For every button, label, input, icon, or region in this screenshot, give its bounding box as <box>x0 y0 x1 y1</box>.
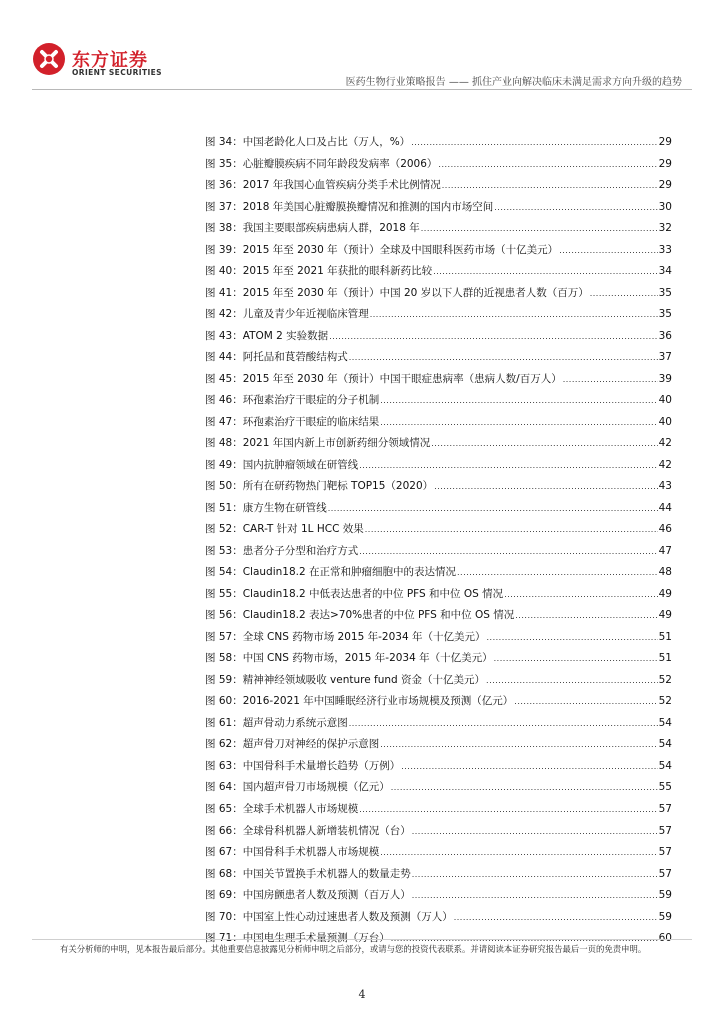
toc-entry[interactable] <box>205 907 672 929</box>
toc-leader-dots <box>365 519 658 541</box>
toc-leader-dots <box>442 175 658 197</box>
toc-entry-label: 图 64：国内超声骨刀市场规模（亿元） <box>205 781 390 794</box>
toc-leader-dots <box>494 197 657 219</box>
toc-leader-dots <box>359 541 657 563</box>
toc-entry-page: 59 <box>658 889 672 902</box>
toc-entry-page: 54 <box>658 738 672 751</box>
toc-entry-label: 图 53：患者分子分型和治疗方式 <box>205 544 359 557</box>
toc-leader-dots <box>433 261 657 283</box>
brand-name-cn: 东方证券 <box>72 50 148 71</box>
toc-entry[interactable] <box>205 842 672 864</box>
toc-entry[interactable] <box>205 240 672 262</box>
toc-entry[interactable] <box>205 154 672 176</box>
toc-leader-dots <box>349 713 658 735</box>
toc-entry-page: 57 <box>658 867 672 880</box>
toc-leader-dots <box>380 390 657 412</box>
toc-entry[interactable] <box>205 627 672 649</box>
toc-entry-page: 33 <box>658 243 672 256</box>
toc-leader-dots <box>412 864 658 886</box>
toc-entry-page: 40 <box>658 415 672 428</box>
toc-leader-dots <box>438 154 657 176</box>
toc-entry[interactable] <box>205 864 672 886</box>
toc-leader-dots <box>431 433 657 455</box>
toc-entry-label: 图 71：中国电生理手术量预测（万台） <box>205 932 390 945</box>
toc-entry-page: 49 <box>658 609 672 622</box>
report-title: 医药生物行业策略报告 —— 抓住产业向解决临床未满足需求方向升级的趋势 <box>345 77 682 88</box>
toc-leader-dots <box>434 476 657 498</box>
toc-leader-dots <box>412 885 658 907</box>
toc-entry[interactable] <box>205 584 672 606</box>
toc-entry[interactable] <box>205 562 672 584</box>
toc-entry-page: 52 <box>658 695 672 708</box>
page-number: 4 <box>358 988 366 1001</box>
toc-entry-label: 图 41：2015 年至 2030 年（预计）中国 20 岁以下人群的近视患者人数（百万） <box>205 286 589 299</box>
toc-entry-page: 32 <box>658 222 672 235</box>
toc-entry[interactable] <box>205 347 672 369</box>
toc-entry-page: 42 <box>658 458 672 471</box>
toc-entry-label: 图 44：阿托品和茛菪酸结构式 <box>205 351 348 364</box>
toc-entry-label: 图 58：中国 CNS 药物市场，2015 年-2034 年（十亿美元） <box>205 652 493 665</box>
toc-leader-dots <box>349 347 658 369</box>
toc-entry-page: 60 <box>658 932 672 945</box>
toc-entry-page: 52 <box>658 673 672 686</box>
toc-entry[interactable] <box>205 713 672 735</box>
toc-entry-page: 47 <box>658 544 672 557</box>
toc-leader-dots <box>370 304 658 326</box>
toc-entry-label: 图 65：全球手术机器人市场规模 <box>205 802 359 815</box>
toc-entry-page: 51 <box>658 630 672 643</box>
toc-entry-label: 图 34：中国老龄化人口及占比（万人，%） <box>205 136 411 148</box>
toc-leader-dots <box>454 907 658 929</box>
toc-leader-dots <box>486 670 658 692</box>
toc-entry-page: 39 <box>658 372 672 385</box>
toc-entry-label: 图 38：我国主要眼部疾病患病人群，2018 年 <box>205 222 420 235</box>
toc-leader-dots <box>401 756 657 778</box>
toc-entry-page: 57 <box>658 824 672 837</box>
toc-entry-page: 30 <box>658 200 672 213</box>
toc-entry[interactable] <box>205 175 672 197</box>
toc-entry-label: 图 40：2015 年至 2021 年获批的眼科新药比较 <box>205 265 433 278</box>
toc-entry[interactable] <box>205 605 672 627</box>
toc-entry-label: 图 56：Claudin18.2 表达>70%患者的中位 PFS 和中位 OS 情况 <box>205 609 515 622</box>
toc-leader-dots <box>380 842 657 864</box>
toc-leader-dots <box>328 498 658 520</box>
toc-entry[interactable] <box>205 455 672 477</box>
toc-entry[interactable] <box>205 756 672 778</box>
toc-leader-dots <box>359 455 657 477</box>
toc-leader-dots <box>559 240 657 262</box>
toc-entry-label: 图 50：所有在研药物热门靶标 TOP15（2020） <box>205 480 434 493</box>
toc-entry-page: 34 <box>658 265 672 278</box>
toc-leader-dots <box>391 777 658 799</box>
toc-leader-dots <box>359 799 657 821</box>
toc-entry-label: 图 57：全球 CNS 药物市场 2015 年-2034 年（十亿美元） <box>205 630 486 643</box>
footer-disclaimer: 有关分析师的申明，见本报告最后部分。其他重要信息披露见分析师申明之后部分，或请与您的投资代表联系。并请阅读本证券研究报告最后一页的免责申明。 <box>60 944 647 954</box>
toc-entry[interactable] <box>205 433 672 455</box>
toc-entry[interactable] <box>205 734 672 756</box>
toc-entry-label: 图 70：中国室上性心动过速患者人数及预测（万人） <box>205 910 453 923</box>
toc-entry-label: 图 59：精神神经领域吸收 venture fund 资金（十亿美元） <box>205 673 486 686</box>
toc-entry-label: 图 63：中国骨科手术量增长趋势（万例） <box>205 759 401 772</box>
toc-entry[interactable] <box>205 283 672 305</box>
toc-entry-page: 49 <box>658 587 672 600</box>
toc-entry-page: 35 <box>658 286 672 299</box>
toc-entry-page: 29 <box>658 136 672 148</box>
toc-entry[interactable] <box>205 541 672 563</box>
toc-entry-page: 29 <box>658 179 672 192</box>
brand-logo <box>32 42 172 86</box>
toc-entry-label: 图 52：CAR-T 针对 1L HCC 效果 <box>205 523 364 536</box>
toc-entry-label: 图 61：超声骨动力系统示意图 <box>205 716 348 729</box>
toc-entry[interactable] <box>205 412 672 434</box>
toc-entry-page: 42 <box>658 437 672 450</box>
toc-entry[interactable] <box>205 261 672 283</box>
toc-entry[interactable] <box>205 390 672 412</box>
toc-entry[interactable] <box>205 304 672 326</box>
toc-entry-page: 36 <box>658 329 672 342</box>
toc-entry-label: 图 36：2017 年我国心血管疾病分类手术比例情况 <box>205 179 441 192</box>
toc-entry[interactable] <box>205 519 672 541</box>
toc-leader-dots <box>486 627 657 649</box>
toc-entry-label: 图 39：2015 年至 2030 年（预计）全球及中国眼科医药市场（十亿美元） <box>205 243 559 256</box>
toc-leader-dots <box>515 605 657 627</box>
toc-entry[interactable] <box>205 326 672 348</box>
orient-securities-logo-icon <box>32 42 66 76</box>
toc-entry[interactable] <box>205 132 672 154</box>
toc-leader-dots <box>412 821 658 843</box>
toc-entry-label: 图 51：康方生物在研管线 <box>205 501 327 514</box>
footer-divider <box>32 939 692 940</box>
toc-entry-page: 35 <box>658 308 672 321</box>
toc-entry-page: 37 <box>658 351 672 364</box>
toc-entry-page: 48 <box>658 566 672 579</box>
toc-entry-label: 图 69：中国房颤患者人数及预测（百万人） <box>205 889 411 902</box>
figure-list <box>205 132 672 950</box>
toc-leader-dots <box>421 218 658 240</box>
toc-entry-page: 43 <box>658 480 672 493</box>
toc-leader-dots <box>457 562 658 584</box>
toc-entry[interactable] <box>205 197 672 219</box>
toc-entry[interactable] <box>205 476 672 498</box>
toc-entry-page: 46 <box>658 523 672 536</box>
toc-entry-page: 44 <box>658 501 672 514</box>
toc-entry-page: 57 <box>658 846 672 859</box>
toc-entry-page: 55 <box>658 781 672 794</box>
toc-entry[interactable] <box>205 691 672 713</box>
toc-entry-label: 图 60：2016-2021 年中国睡眠经济行业市场规模及预测（亿元） <box>205 695 514 708</box>
toc-entry-label: 图 35：心脏瓣膜疾病不同年龄段发病率（2006） <box>205 157 438 170</box>
toc-entry-label: 图 48：2021 年国内新上市创新药细分领域情况 <box>205 437 431 450</box>
toc-leader-dots <box>563 369 658 391</box>
toc-entry-label: 图 68：中国关节置换手术机器人的数量走势 <box>205 867 411 880</box>
toc-entry-label: 图 42：儿童及青少年近视临床管理 <box>205 308 369 321</box>
toc-entry-label: 图 66：全球骨科机器人新增装机情况（台） <box>205 824 411 837</box>
toc-entry-label: 图 46：环孢素治疗干眼症的分子机制 <box>205 394 380 407</box>
toc-entry[interactable] <box>205 885 672 907</box>
toc-leader-dots <box>590 283 658 305</box>
toc-entry-label: 图 67：中国骨科手术机器人市场规模 <box>205 846 380 859</box>
toc-entry-page: 51 <box>658 652 672 665</box>
toc-leader-dots <box>329 326 657 348</box>
toc-entry-page: 57 <box>658 802 672 815</box>
toc-entry[interactable] <box>205 777 672 799</box>
toc-leader-dots <box>494 648 658 670</box>
toc-entry-label: 图 37：2018 年美国心脏瓣膜换瓣情况和推测的国内市场空间 <box>205 200 494 213</box>
toc-entry-label: 图 55：Claudin18.2 中低表达患者的中位 PFS 和中位 OS 情况 <box>205 587 504 600</box>
toc-entry[interactable] <box>205 369 672 391</box>
toc-entry[interactable] <box>205 498 672 520</box>
toc-entry-label: 图 49：国内抗肿瘤领域在研管线 <box>205 458 359 471</box>
toc-entry-page: 40 <box>658 394 672 407</box>
toc-leader-dots <box>380 412 657 434</box>
toc-entry[interactable] <box>205 648 672 670</box>
toc-leader-dots <box>380 734 657 756</box>
toc-entry-label: 图 47：环孢素治疗干眼症的临床结果 <box>205 415 380 428</box>
toc-entry[interactable] <box>205 218 672 240</box>
brand-name-en: ORIENT SECURITIES <box>72 68 162 77</box>
toc-entry[interactable] <box>205 821 672 843</box>
toc-leader-dots <box>514 691 657 713</box>
toc-entry-page: 29 <box>658 157 672 170</box>
toc-entry-page: 54 <box>658 759 672 772</box>
toc-entry-label: 图 45：2015 年至 2030 年（预计）中国干眼症患病率（患病人数/百万人） <box>205 372 562 385</box>
header-divider <box>32 89 692 90</box>
toc-entry-page: 59 <box>658 910 672 923</box>
toc-leader-dots <box>504 584 658 606</box>
toc-entry-page: 54 <box>658 716 672 729</box>
toc-entry[interactable] <box>205 799 672 821</box>
toc-entry-label: 图 43：ATOM 2 实验数据 <box>205 329 329 342</box>
toc-entry[interactable] <box>205 670 672 692</box>
toc-entry-label: 图 62：超声骨刀对神经的保护示意图 <box>205 738 380 751</box>
toc-leader-dots <box>411 132 657 154</box>
toc-entry-label: 图 54：Claudin18.2 在正常和肿瘤细胞中的表达情况 <box>205 566 456 579</box>
